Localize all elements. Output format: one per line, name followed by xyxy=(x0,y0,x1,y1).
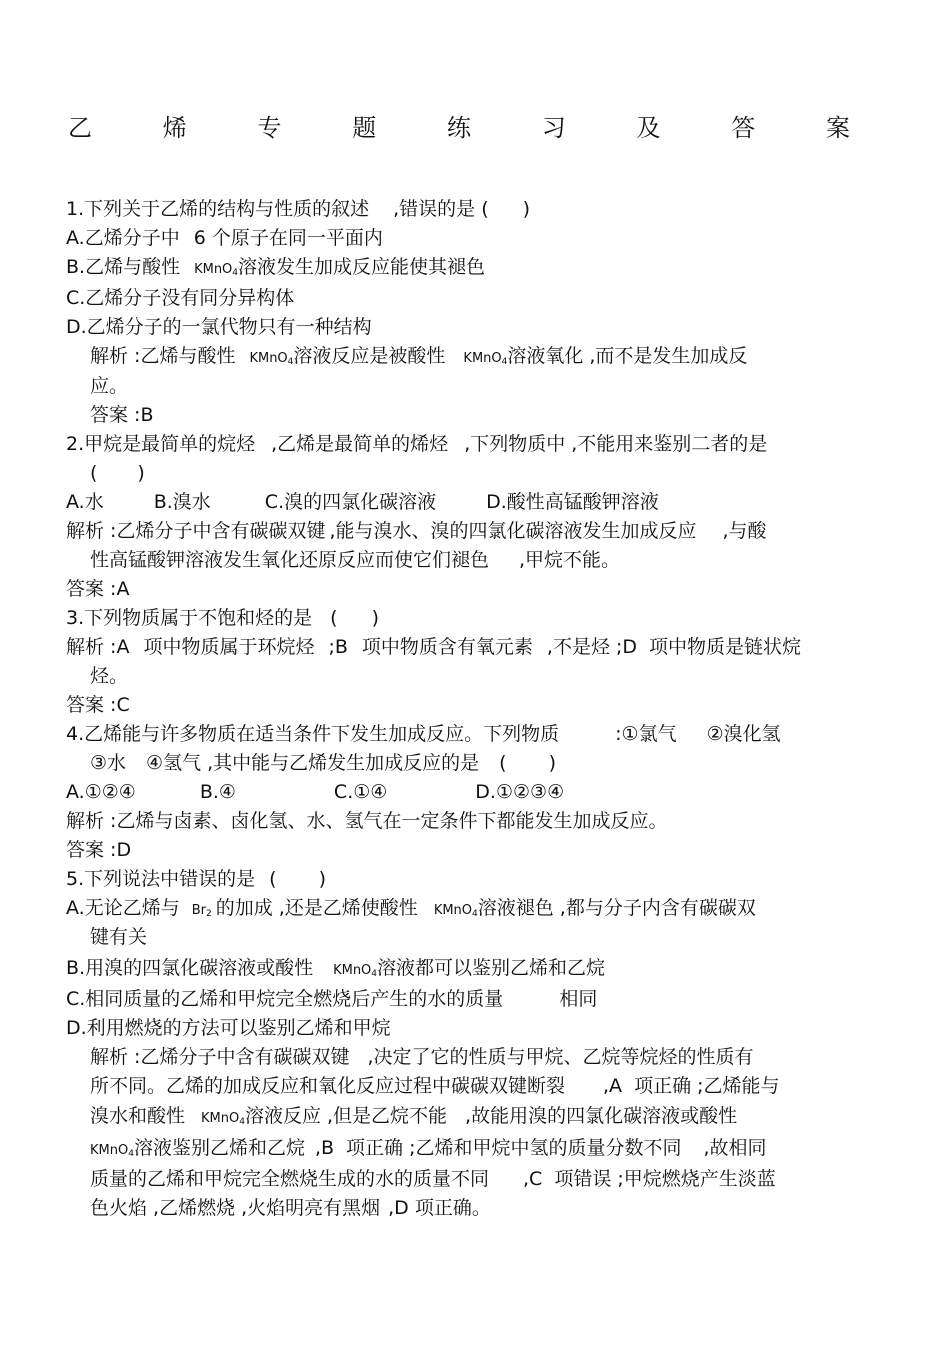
q1-explanation-cont: 应。 xyxy=(90,375,129,397)
q5-option-d: D.利用燃烧的方法可以鉴别乙烯和甲烷 xyxy=(66,1017,391,1039)
q1-option-b: B.乙烯与酸性 KMnO$_4$溶液发生加成反应能使其褪色 xyxy=(66,256,486,278)
q5-option-a: A.无论乙烯与 $Br_2$ 的加成 ,还是乙烯使酸性 KMnO$_4$溶液褪色 ,都与分子内含有碳碳双 xyxy=(66,897,756,919)
q3-answer: 答案 :C xyxy=(66,694,130,716)
title-char: 专 xyxy=(257,114,282,142)
q4-stem-cont: ③水 ④氢气 ,其中能与乙烯发生加成反应的是 ( ) xyxy=(90,752,557,774)
q2-stem: 2.甲烷是最简单的烷烃 ,乙烯是最简单的烯烃 ,下列物质中 ,不能用来鉴别二者的是 xyxy=(66,433,768,455)
q1-option-c: C.乙烯分子没有同分异构体 xyxy=(66,287,295,309)
title-char: 答 xyxy=(731,114,756,142)
q5-stem: 5.下列说法中错误的是 ( ) xyxy=(66,868,326,890)
q5-option-b: B.用溴的四氯化碳溶液或酸性 KMnO$_4$溶液都可以鉴别乙烯和乙烷 xyxy=(66,957,606,979)
q2-stem-cont: ( ) xyxy=(90,462,145,484)
q2-options: A.水 B.溴水 C.溴的四氯化碳溶液 D.酸性高锰酸钾溶液 xyxy=(66,491,659,513)
q5-explanation-line5: 质量的乙烯和甲烷完全燃烧生成的水的质量不同 ,C 项错误 ;甲烷燃烧产生淡蓝 xyxy=(90,1168,776,1190)
q5-option-a-cont: 键有关 xyxy=(90,926,148,948)
title-char: 乙 xyxy=(68,114,92,142)
title-char: 烯 xyxy=(162,114,187,142)
q2-answer: 答案 :A xyxy=(66,578,130,600)
q2-explanation-cont: 性高锰酸钾溶液发生氧化还原反应而使它们褪色 ,甲烷不能。 xyxy=(90,549,621,571)
q5-explanation: 解析 :乙烯分子中含有碳碳双键 ,决定了它的性质与甲烷、乙烷等烷烃的性质有 xyxy=(90,1046,754,1068)
q5-option-c: C.相同质量的乙烯和甲烷完全燃烧后产生的水的质量 相同 xyxy=(66,988,598,1010)
q5-explanation-line3: 溴水和酸性 KMnO$_4$溶液反应 ,但是乙烷不能 ,故能用溴的四氯化碳溶液或酸性 xyxy=(90,1105,738,1127)
title-char: 习 xyxy=(541,114,566,142)
q4-options: A.①②④ B.④ C.①④ D.①②③④ xyxy=(66,781,565,803)
q3-explanation-cont: 烃。 xyxy=(90,665,129,687)
title-char: 题 xyxy=(352,114,377,142)
q5-explanation-line2: 所不同。乙烯的加成反应和氧化反应过程中碳碳双键断裂 ,A 项正确 ;乙烯能与 xyxy=(90,1075,780,1097)
title-char: 及 xyxy=(636,114,661,142)
q1-option-d: D.乙烯分子的一氯代物只有一种结构 xyxy=(66,316,372,338)
q2-explanation: 解析 :乙烯分子中含有碳碳双键 ,能与溴水、溴的四氯化碳溶液发生加成反应 ,与酸 xyxy=(66,520,767,542)
q3-stem: 3.下列物质属于不饱和烃的是 ( ) xyxy=(66,607,379,629)
q3-explanation: 解析 :A 项中物质属于环烷烃 ;B 项中物质含有氧元素 ,不是烃 ;D 项中物质是链状烷 xyxy=(66,636,802,658)
q4-stem: 4.乙烯能与许多物质在适当条件下发生加成反应。下列物质 :①氯气 ②溴化氢 xyxy=(66,723,781,745)
q1-stem: 1.下列关于乙烯的结构与性质的叙述 ,错误的是 ( ) xyxy=(66,198,531,220)
q1-answer: 答案 :B xyxy=(90,404,154,426)
q4-answer: 答案 :D xyxy=(66,839,132,861)
q1-explanation: 解析 :乙烯与酸性 KMnO$_4$溶液反应是被酸性 KMnO$_4$溶液氧化 ,而不是发生加成反 xyxy=(90,345,748,367)
title-char: 案 xyxy=(826,114,850,142)
q4-explanation: 解析 :乙烯与卤素、卤化氢、水、氢气在一定条件下都能发生加成反应。 xyxy=(66,810,668,832)
page-title xyxy=(68,110,850,146)
q5-explanation-line4: KMnO$_4$溶液鉴别乙烯和乙烷 ,B 项正确 ;乙烯和甲烷中氢的质量分数不同 ,故相同 xyxy=(90,1137,767,1159)
title-char: 练 xyxy=(447,114,471,142)
q5-explanation-line6: 色火焰 ,乙烯燃烧 ,火焰明亮有黑烟 ,D 项正确。 xyxy=(90,1197,491,1219)
q1-option-a: A.乙烯分子中 6 个原子在同一平面内 xyxy=(66,227,383,249)
